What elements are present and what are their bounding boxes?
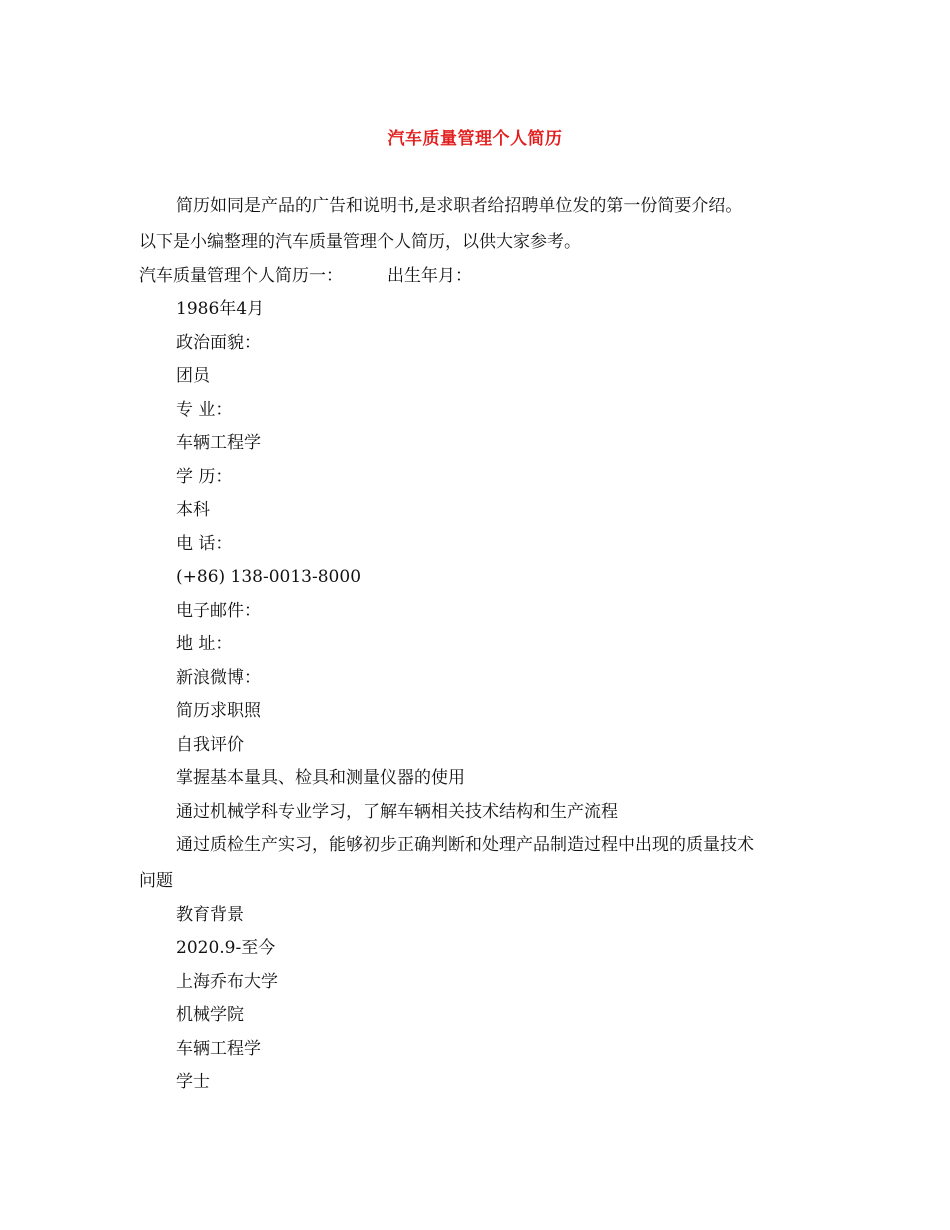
education-item: 2020.9-至今 bbox=[176, 938, 276, 958]
list-item: 团员 bbox=[176, 366, 210, 386]
education-heading: 教育背景 bbox=[176, 905, 244, 925]
section-heading-row bbox=[139, 265, 472, 287]
list-item: 1986年4月 bbox=[176, 299, 265, 319]
birth-date-label: 出生年月： bbox=[387, 266, 472, 286]
education-item: 机械学院 bbox=[176, 1005, 244, 1025]
list-item: 通过机械学科专业学习，了解车辆相关技术结构和生产流程 bbox=[176, 802, 618, 822]
list-item: 专 业： bbox=[176, 400, 233, 420]
education-item: 上海乔布大学 bbox=[176, 972, 278, 992]
list-item: 掌握基本量具、检具和测量仪器的使用 bbox=[176, 768, 465, 788]
list-item: 新浪微博： bbox=[176, 668, 261, 688]
wrapped-line-1: 通过质检生产实习，能够初步正确判断和处理产品制造过程中出现的质量技术 bbox=[176, 835, 754, 855]
list-item: (+86) 138-0013-8000 bbox=[176, 567, 362, 587]
section-heading: 汽车质量管理个人简历一： bbox=[139, 266, 343, 286]
list-item: 自我评价 bbox=[176, 735, 244, 755]
list-item: 简历求职照 bbox=[176, 701, 261, 721]
list-item: 政治面貌： bbox=[176, 333, 261, 353]
intro-line-2: 以下是小编整理的汽车质量管理个人简历，以供大家参考。 bbox=[139, 232, 581, 252]
intro-line-1: 简历如同是产品的广告和说明书,是求职者给招聘单位发的第一份简要介绍。 bbox=[176, 196, 743, 216]
list-item: 本科 bbox=[176, 500, 210, 520]
education-item: 车辆工程学 bbox=[176, 1039, 261, 1059]
list-item: 地 址： bbox=[176, 634, 233, 654]
list-item: 车辆工程学 bbox=[176, 433, 261, 453]
document-title: 汽车质量管理个人简历 bbox=[387, 129, 563, 149]
list-item: 学 历： bbox=[176, 467, 233, 487]
list-item: 电 话： bbox=[176, 534, 233, 554]
education-item: 学士 bbox=[176, 1072, 210, 1092]
wrapped-line-2: 问题 bbox=[139, 871, 173, 891]
list-item: 电子邮件： bbox=[176, 601, 261, 621]
